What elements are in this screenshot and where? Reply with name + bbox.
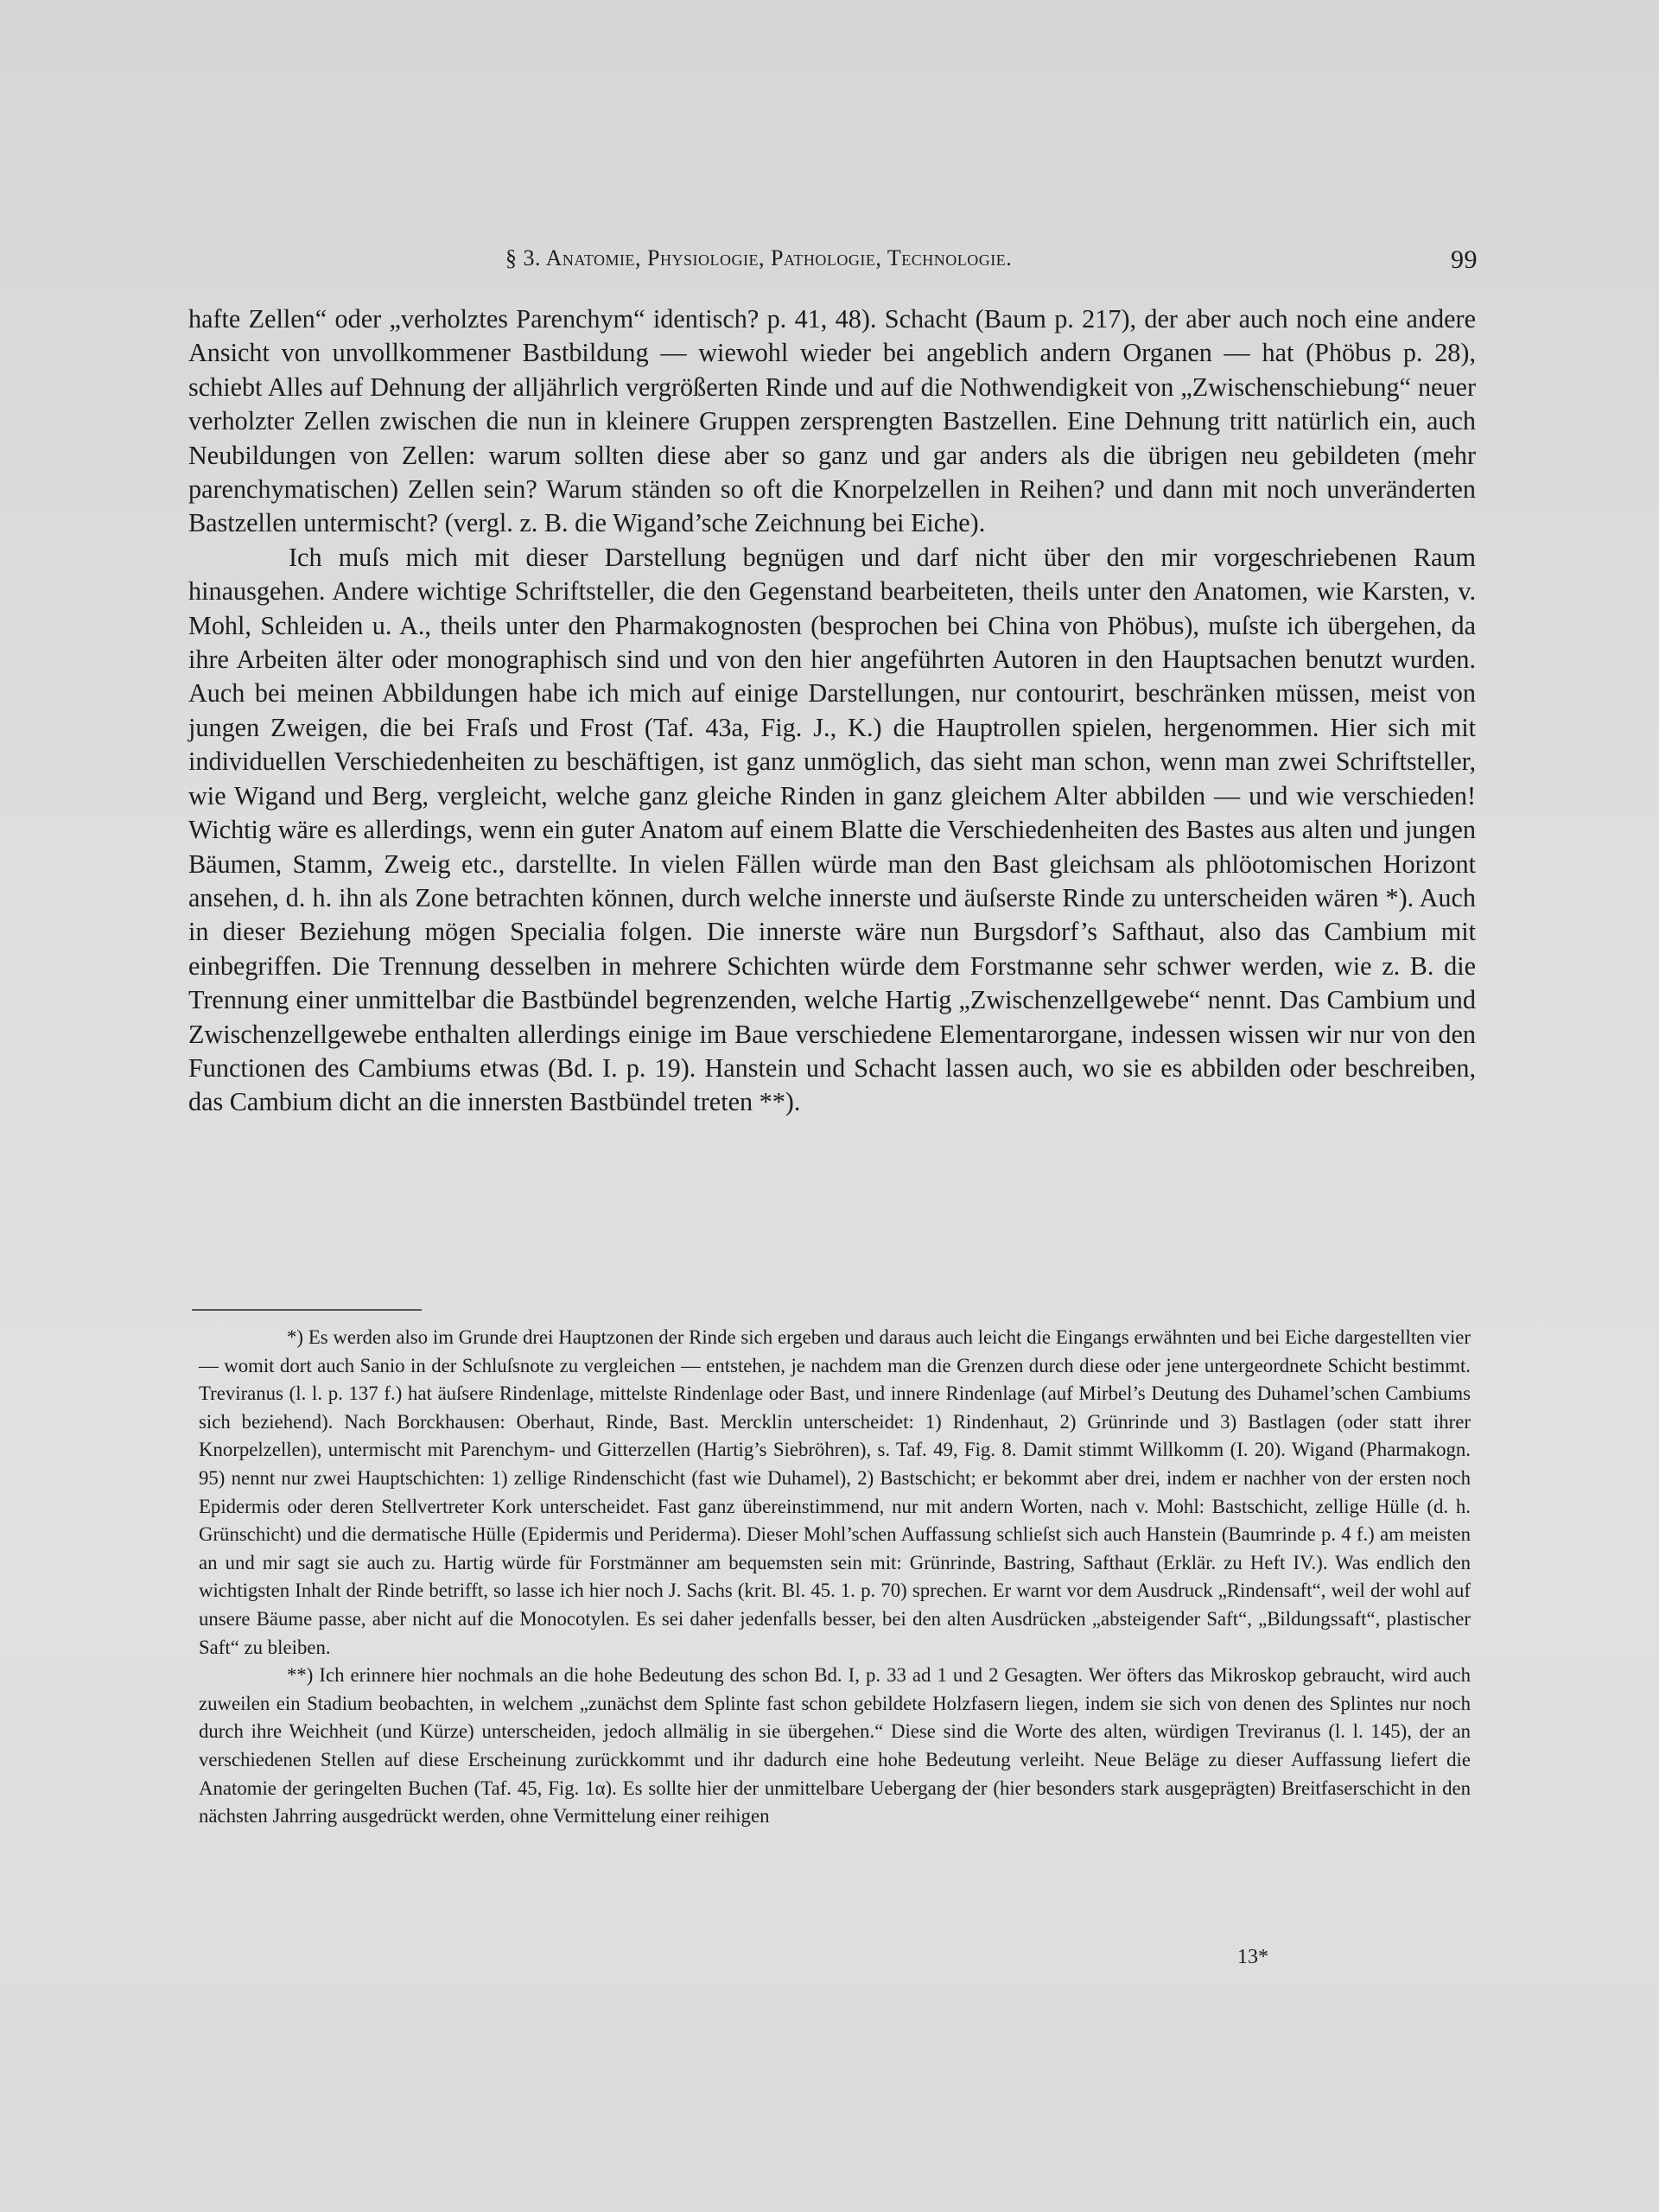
footnote: *) Es werden also im Grunde drei Hauptzonen der Rinde sich ergeben und daraus auch leicht die Eingangs erwähnten und bei Eiche dargestellten vier — womit dort auch Sanio in der Schluſsnote zu vergleichen — entstehen, je nachdem man die Grenzen durch diese oder jene untergeordnete Schicht bestimmt. Treviranus (l. l. p. 137 f.) hat äuſsere Rindenlage, mittelste Rindenlage oder Bast, und innere Rindenlage (auf Mirbel’s Deutung des Duhamel’schen Cambiums sich beziehend). Nach Borckhausen: Oberhaut, Rinde, Bast. Mercklin unterscheidet: 1) Rindenhaut, 2) Grünrinde und 3) Bastlagen (oder statt ihrer Knorpelzellen), untermischt mit Parenchym- und Gitterzellen (Hartig’s Siebröhren), s. Taf. 49, Fig. 8. Damit stimmt Willkomm (I. 20). Wigand (Pharmakogn. 95) nennt nur zwei Hauptschichten: 1) zellige Rindenschicht (fast wie Duhamel), 2) Bastschicht; er bekommt aber drei, indem er nachher von der ersten noch Epidermis oder deren Stellvertreter Kork unterscheidet. Fast ganz übereinstimmend, nur mit andern Worten, nach v. Mohl: Bastschicht, zellige Hülle (d. h. Grünschicht) und die dermatische Hülle (Epidermis und Periderma). Dieser Mohl’schen Auffassung schlieſst sich auch Hanstein (Baumrinde p. 4 f.) am meisten an und mir sagt sie auch zu. Hartig würde für Forstmänner am bequemsten sein mit: Grünrinde, Bastring, Safthaut (Erklär. zu Heft IV.). Was endlich den wichtigsten Inhalt der Rinde betrifft, so lasse ich hier noch J. Sachs (krit. Bl. 45. 1. p. 70) sprechen. Er warnt vor dem Ausdruck „Rindensaft“, weil der wohl auf unsere Bäume passe, aber nicht auf die Monocotylen. Es sei daher jedenfalls besser, bei den alten Ausdrücken „absteigender Saft“, „Bildungssaft“, plastischer Saft“ zu bleiben. [199, 1326, 1471, 1658]
section-title: § 3. Anatomie, Physiologie, Pathologie, Technologie. [505, 245, 1013, 270]
running-header [190, 245, 1478, 280]
paragraph: hafte Zellen“ oder „verholztes Parenchym“ identisch? p. 41, 48). Schacht (Baum p. 217), der aber auch noch eine andere Ansicht von unvollkommener Bastbildung — wiewohl wieder bei angeblich andern Organen — hat (Phöbus p. 28), schiebt Alles auf Dehnung der alljährlich vergrößerten Rinde und auf die Nothwendigkeit von „Zwischenschiebung“ neuer verholzter Zellen zwischen die nun in kleinere Gruppen zersprengten Bastzellen. Eine Dehnung tritt natürlich ein, auch Neubildungen von Zellen: warum sollten diese aber so ganz und gar anders als die übrigen neu gebildeten (mehr parenchymatischen) Zellen sein? Warum ständen so oft die Knorpelzellen in Reihen? und dann mit noch unveränderten Bastzellen untermischt? (vergl. z. B. die Wigand’sche Zeichnung bei Eiche). [188, 304, 1476, 538]
signature-mark: 13* [1237, 1946, 1268, 1968]
footnote: **) Ich erinnere hier nochmals an die hohe Bedeutung des schon Bd. I, p. 33 ad 1 und 2 Gesagten. Wer öfters das Mikroskop gebraucht, wird auch zuweilen ein Stadium beobachten, in welchem „zunächst dem Splinte fast schon gebildete Holzfasern liegen, indem sie sich von denen des Splintes nur noch durch ihre Weichheit (und Kürze) unterscheiden, jedoch allmälig in sie übergehen.“ Diese sind die Worte des alten, würdigen Treviranus (l. l. 145), der an verschiedenen Stellen auf diese Erscheinung zurückkommt und ihr dadurch eine hohe Bedeutung verleiht. Neue Beläge zu dieser Auffassung liefert die Anatomie der geringelten Buchen (Taf. 45, Fig. 1α). Es sollte hier der unmittelbare Uebergang der (hier besonders stark ausgeprägten) Breitfaserschicht in den nächsten Jahrring ausgedrückt werden, ohne Vermittelung einer reihigen [199, 1664, 1471, 1827]
page-number: 99 [1451, 245, 1478, 274]
footnotes [199, 1324, 1471, 1831]
main-text [188, 302, 1476, 1120]
footnote-divider [192, 1309, 422, 1311]
paragraph: Ich muſs mich mit dieser Darstellung begnügen und darf nicht über den mir vorgeschriebenen Raum hinausgehen. Andere wichtige Schriftsteller, die den Gegenstand bearbeiteten, theils unter den Anatomen, wie Karsten, v. Mohl, Schleiden u. A., theils unter den Pharmakognosten (besprochen bei China von Phöbus), muſste ich übergehen, da ihre Arbeiten älter oder monographisch sind und von den hier angeführten Autoren in den Hauptsachen benutzt wurden. Auch bei meinen Abbildungen habe ich mich auf einige Darstellungen, nur contourirt, beschränken müssen, meist von jungen Zweigen, die bei Fraſs und Frost (Taf. 43a, Fig. J., K.) die Hauptrollen spielen, hergenommen. Hier sich mit individuellen Verschiedenheiten zu beschäftigen, ist ganz unmöglich, das sieht man schon, wenn man zwei Schriftsteller, wie Wigand und Berg, vergleicht, welche ganz gleiche Rinden in ganz gleichem Alter abbilden — und wie verschieden! Wichtig wäre es allerdings, wenn ein guter Anatom auf einem Blatte die Verschiedenheiten des Bastes aus alten und jungen Bäumen, Stamm, Zweig etc., darstellte. In vielen Fällen würde man den Bast gleichsam als phlöotomischen Horizont ansehen, d. h. ihn als Zone betrachten können, durch welche innerste und äuſserste Rinde zu unterscheiden wären *). Auch in dieser Beziehung mögen Specialia folgen. Die innerste wäre nun Burgsdorf’s Safthaut, also das Cambium mit einbegriffen. Die Trennung desselben in mehrere Schichten würde dem Forstmanne sehr schwer werden, wie z. B. die Trennung einer unmittelbar die Bastbündel begrenzenden, welche Hartig „Zwischenzellgewebe“ nennt. Das Cambium und Zwischenzellgewebe enthalten allerdings einige im Baue verschiedene Elementarorgane, indessen wissen wir nur von den Functionen des Cambiums etwas (Bd. I. p. 19). Hanstein und Schacht lassen auch, wo sie es abbilden oder beschreiben, das Cambium dicht an die innersten Bastbündel treten **). [188, 542, 1476, 1117]
